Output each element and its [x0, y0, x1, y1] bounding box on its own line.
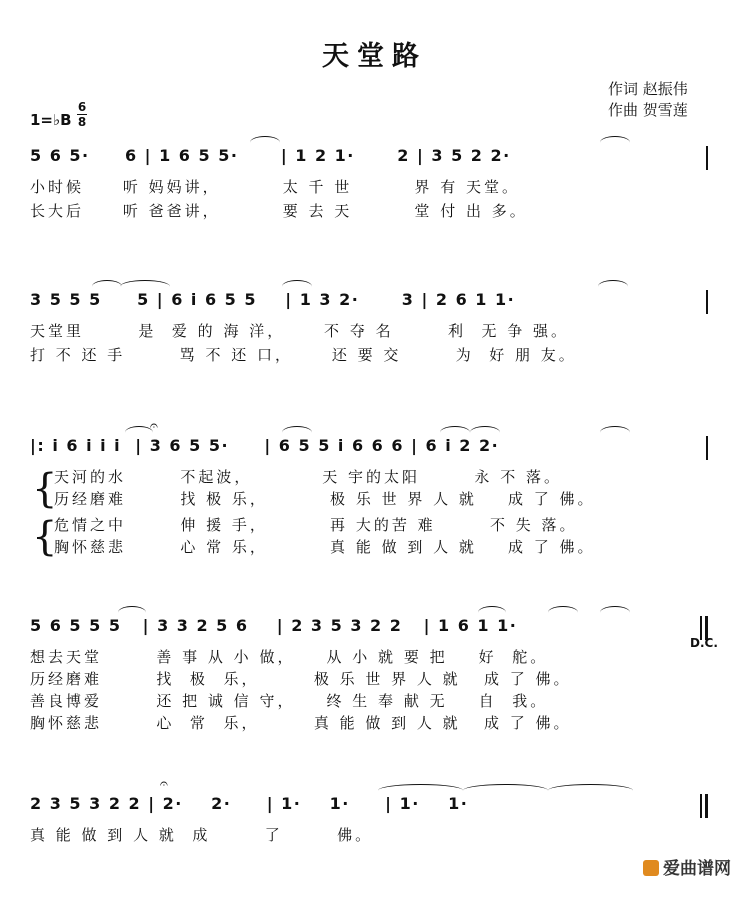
tie-mark: [470, 426, 500, 439]
notation-line: 5 6 5 5 5 | 3 3 2 5 6 | 2 3 5 3 2 2 | 1 6 1 1·: [30, 616, 518, 635]
lyric-line: 善良博爱 还 把 诚 信 守， 终 生 奉 献 无 自 我。: [30, 692, 549, 710]
composer-credit: 作曲 贺雪莲: [608, 101, 688, 119]
tie-mark: [120, 280, 170, 293]
score-system-5: [0, 776, 749, 920]
score-system-3: [0, 418, 749, 562]
lyric-line: 打 不 还 手 骂 不 还 口， 还 要 交 为 好 朋 友。: [30, 346, 577, 364]
score-system-4: [0, 612, 749, 742]
lyric-line: 想去天堂 善 事 从 小 做， 从 小 就 要 把 好 舵。: [30, 648, 549, 666]
tie-mark: [92, 280, 122, 293]
lyric-line: 小时候 听 妈妈讲， 太 千 世 界 有 天堂。: [30, 178, 520, 196]
lyric-line: 胸怀慈悲 心 常 乐， 真 能 做 到 人 就 成 了 佛。: [54, 538, 596, 556]
page-title: 天堂路: [322, 41, 427, 72]
fermata-mark: 𝄐: [160, 776, 168, 792]
tie-mark: [282, 280, 312, 293]
lyric-line: 历经磨难 找 极 乐， 极 乐 世 界 人 就 成 了 佛。: [54, 490, 596, 508]
da-capo-mark: D.C.: [690, 636, 718, 650]
tie-mark: [250, 136, 280, 149]
tie-mark: [548, 606, 578, 619]
final-barline: [705, 794, 708, 818]
tie-mark: [282, 426, 312, 439]
fermata-mark: 𝄐: [150, 418, 158, 434]
site-logo[interactable]: [643, 854, 731, 879]
tie-mark: [463, 784, 548, 797]
lyric-line: 天河的水 不起波， 天 宇的太阳 永 不 落。: [54, 468, 562, 486]
verse-brace: {: [32, 466, 58, 512]
lyric-line: 天堂里 是 爱 的 海 洋， 不 夺 名 利 无 争 强。: [30, 322, 570, 340]
tie-mark: [118, 606, 146, 619]
notation-line: |: i 6 i i i | 3 6 5 5· | 6 5 5 i 6 6 6 | 6 i 2 2·: [30, 436, 500, 455]
tie-mark: [378, 784, 463, 797]
tie-mark: [440, 426, 470, 439]
tie-mark: [548, 784, 633, 797]
barline: [706, 436, 708, 460]
score-system-2: [0, 286, 749, 416]
lyric-line: 长大后 听 爸爸讲， 要 去 天 堂 付 出 多。: [30, 202, 528, 220]
lyric-line: 真 能 做 到 人 就 成 了 佛。: [30, 826, 374, 844]
meter-bottom: 8: [77, 115, 87, 129]
logo-text: 爱曲谱网: [663, 859, 731, 879]
lyric-line: 胸怀慈悲 心 常 乐， 真 能 做 到 人 就 成 了 佛。: [30, 714, 572, 732]
music-note-icon: [643, 860, 659, 876]
meter-top: 6: [77, 100, 87, 114]
lyricist-credit: 作词 赵振伟: [608, 80, 688, 98]
time-signature: [77, 100, 87, 129]
barline: [706, 290, 708, 314]
tie-mark: [600, 426, 630, 439]
barline: [700, 794, 702, 818]
score-system-1: [0, 142, 749, 272]
notation-line: 2 3 5 3 2 2 | 2· 2· | 1· 1· | 1· 1·: [30, 794, 469, 813]
barline: [706, 146, 708, 170]
tie-mark: [598, 280, 628, 293]
notation-line: 3 5 5 5 5 | 6 i 6 5 5 | 1 3 2· 3 | 2 6 1 1·: [30, 290, 516, 309]
verse-brace: {: [32, 514, 58, 560]
lyric-line: 危情之中 伸 援 手， 再 大的苦 难 不 失 落。: [54, 516, 578, 534]
tie-mark: [600, 136, 630, 149]
tie-mark: [600, 606, 630, 619]
tie-mark: [478, 606, 506, 619]
notation-line: 5 6 5· 6 | 1 6 5 5· | 1 2 1· 2 | 3 5 2 2·: [30, 146, 511, 165]
lyric-line: 历经磨难 找 极 乐， 极 乐 世 界 人 就 成 了 佛。: [30, 670, 572, 688]
key-signature: 1=♭B: [30, 111, 72, 129]
tie-mark: [125, 426, 153, 439]
